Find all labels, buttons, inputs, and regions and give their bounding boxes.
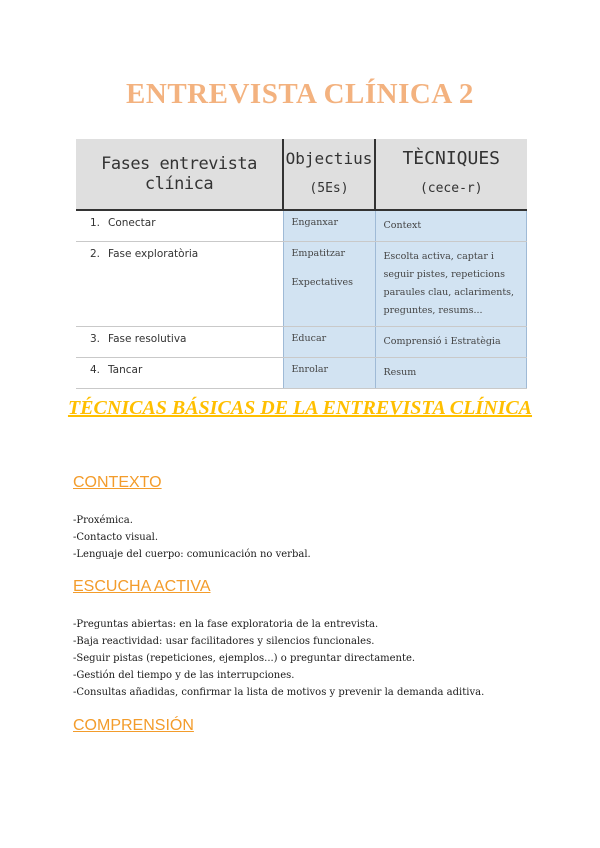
list-contexto bbox=[73, 512, 311, 563]
phase-cell bbox=[76, 358, 283, 389]
technique-label: Resum bbox=[383, 367, 417, 378]
header-objectives bbox=[283, 139, 375, 210]
phase-cell bbox=[76, 210, 283, 242]
phase-label: Conectar bbox=[108, 217, 156, 229]
objective-label: Educar bbox=[291, 333, 327, 344]
objective-cell bbox=[283, 210, 375, 242]
header-objectives-sub: (5Es) bbox=[309, 181, 349, 196]
list-item: -Consultas añadidas, confirmar la lista de motivos y prevenir la demanda aditiva. bbox=[73, 687, 485, 698]
phase-label: Fase resolutiva bbox=[108, 333, 187, 345]
objective-label: Enrolar bbox=[291, 364, 329, 375]
objective-label: Empatitzar bbox=[291, 248, 346, 259]
header-objectives-label: Objectius bbox=[285, 149, 373, 168]
objective-cell bbox=[283, 358, 375, 389]
table-header-row bbox=[76, 139, 527, 210]
phases-table bbox=[76, 139, 527, 389]
header-phases: Fases entrevista clínica bbox=[76, 139, 283, 210]
phase-number: 4. bbox=[90, 364, 101, 376]
list-item: -Baja reactividad: usar facilitadores y silencios funcionales. bbox=[73, 636, 375, 647]
phase-cell bbox=[76, 327, 283, 358]
list-item: -Preguntas abiertas: en la fase exploratoria de la entrevista. bbox=[73, 619, 379, 630]
header-techniques-label: TÈCNIQUES bbox=[402, 148, 501, 169]
heading-escucha-activa: ESCUCHA ACTIVA bbox=[73, 578, 211, 595]
phase-label: Tancar bbox=[108, 364, 143, 376]
technique-label: Comprensió i Estratègia bbox=[383, 336, 501, 347]
technique-label: Escolta activa, captar i seguir pistes, repeticions paraules clau, aclariments, preguntes, resums... bbox=[383, 251, 515, 316]
list-item: -Proxémica. bbox=[73, 515, 133, 526]
list-escucha-activa bbox=[73, 616, 484, 701]
list-item: -Lenguaje del cuerpo: comunicación no verbal. bbox=[73, 549, 311, 560]
objective-label: Enganxar bbox=[291, 217, 338, 228]
document-title: ENTREVISTA CLÍNICA 2 bbox=[126, 78, 474, 110]
table-row bbox=[76, 242, 527, 327]
phase-label: Fase exploratòria bbox=[108, 248, 199, 260]
technique-cell bbox=[375, 358, 527, 389]
objective-label-2: Expectatives bbox=[291, 277, 354, 288]
objective-cell bbox=[283, 242, 375, 327]
table-row bbox=[76, 210, 527, 242]
technique-cell bbox=[375, 210, 527, 242]
list-item: -Seguir pistas (repeticiones, ejemplos...) o preguntar directamente. bbox=[73, 653, 416, 664]
table-row bbox=[76, 358, 527, 389]
phase-number: 2. bbox=[90, 248, 101, 260]
heading-contexto: CONTEXTO bbox=[73, 474, 162, 491]
header-techniques-sub: (cece-r) bbox=[419, 181, 483, 196]
list-item: -Gestión del tiempo y de las interrupciones. bbox=[73, 670, 295, 681]
list-item: -Contacto visual. bbox=[73, 532, 159, 543]
technique-cell bbox=[375, 242, 527, 327]
phase-cell bbox=[76, 242, 283, 327]
technique-label: Context bbox=[383, 220, 422, 231]
heading-comprension: COMPRENSIÓN bbox=[73, 717, 194, 734]
phase-number: 3. bbox=[90, 333, 101, 345]
technique-cell bbox=[375, 327, 527, 358]
table-row bbox=[76, 327, 527, 358]
phase-number: 1. bbox=[90, 217, 101, 229]
header-techniques bbox=[375, 139, 527, 210]
objective-cell bbox=[283, 327, 375, 358]
section-title: TÉCNICAS BÁSICAS DE LA ENTREVISTA CLÍNICA bbox=[67, 397, 533, 419]
